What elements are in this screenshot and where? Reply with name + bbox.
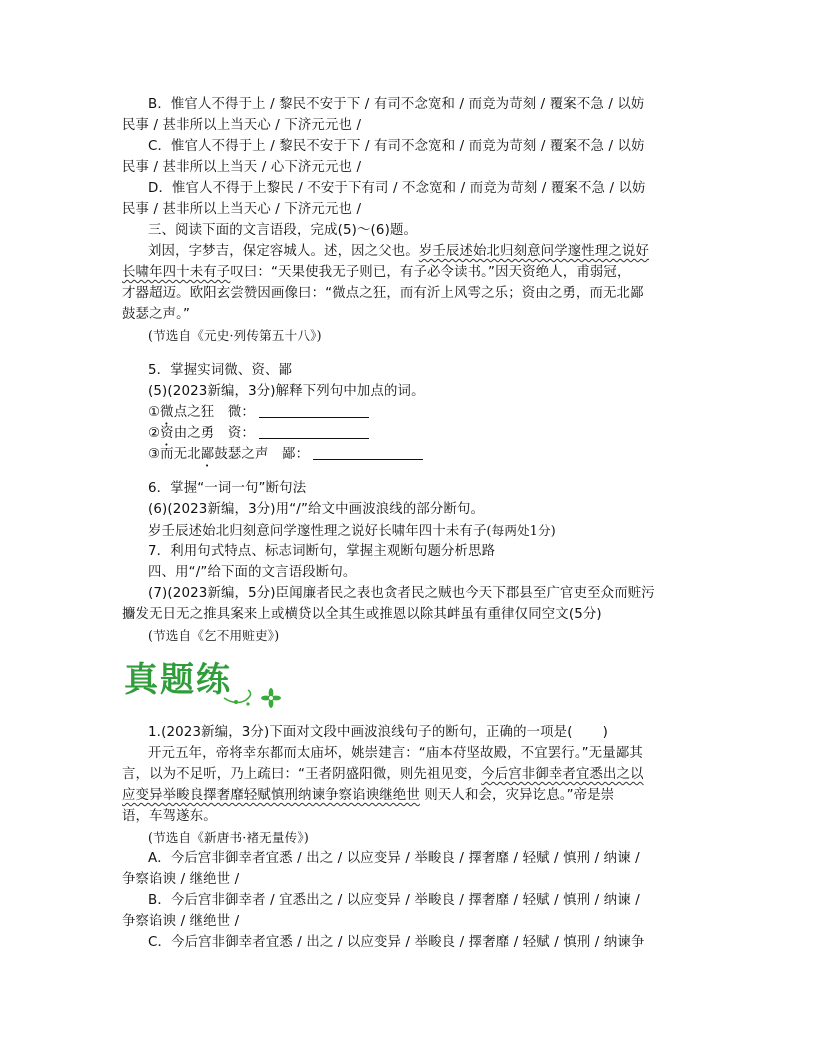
q6-sentence <box>148 520 728 542</box>
dotted-word: 资 <box>160 426 174 441</box>
q1-option-a-1[interactable]: A．今后宫非御幸者宜悉 / 出之 / 以应变异 / 举畯良 / 擇奢靡 / 轻赋 / 慎刑 / 纳谏 / <box>148 851 640 866</box>
passage-line-1 <box>148 241 728 262</box>
q1-passage-2 <box>122 764 702 785</box>
item-text: 点之狂 微： <box>173 405 255 420</box>
q7-source: (节选自《乞不用赃吏》) <box>148 628 280 643</box>
option-d-line-1: D．惟官人不得于上黎民 / 不安于下有司 / 不念宽和 / 而竞为苛刻 / 覆案不急 / 以妨 <box>148 181 646 196</box>
passage-text: 言，以为不足听，乃上疏曰：“王者阴盛阳微，则先祖见变， <box>122 767 482 782</box>
answer-blank[interactable] <box>259 403 369 418</box>
q1-option-c-1[interactable]: C．今后宫非御幸者宜悉 / 出之 / 以应变异 / 举畯良 / 擇奢靡 / 轻赋 / 慎刑 / 纳谏争 <box>148 935 645 950</box>
sprout-swirl-icon <box>124 658 324 710</box>
option-d-line-2: 民事 / 甚非所以上当天心 / 下济元元也 / <box>122 202 362 217</box>
q5-prompt: (5)(2023新编，3分)解释下列句中加点的词。 <box>148 384 425 399</box>
option-b-line-2: 民事 / 甚非所以上当天心 / 下济元元也 / <box>122 118 362 133</box>
prompt-text: ) <box>602 725 608 740</box>
answer-blank[interactable] <box>259 424 369 439</box>
item-text: ① <box>148 405 161 420</box>
item-text: 由之勇 资： <box>173 426 255 441</box>
q7-title: 7．利用句式特点、标志词断句，掌握主观断句题分析思路 <box>148 544 496 559</box>
practice-banner <box>124 658 324 710</box>
q6-title: 6．掌握“一词一句”断句法 <box>148 481 307 496</box>
sentence-text: 岁壬辰述始北归刻意问学邃性理之说好长啸年四十未有子 <box>148 524 487 539</box>
passage-text: 则天人和会，灾异讫息。”帝是崇 <box>424 788 615 803</box>
q5-item-3 <box>148 444 728 470</box>
q1-passage-4: 语，车驾遂东。 <box>122 809 217 824</box>
score-note: (每两处1分) <box>486 523 556 538</box>
passage-line-2 <box>122 262 702 283</box>
passage-text: 刘因，字梦吉，保定容城人。述，因之父也。 <box>148 244 419 259</box>
q7-line-1: (7)(2023新编，5分)臣闻廉者民之表也贪者民之贼也今天下郡县至广官吏至众而赃污 <box>148 586 655 601</box>
wavy-underlined-text: 应变异举畯良擇奢靡轻赋慎刑纳谏争察谄谀继绝世 <box>122 788 420 803</box>
item-text: ② <box>148 426 161 441</box>
item-text: 鼓瑟之声 鄙： <box>214 447 310 462</box>
q1-source: (节选自《新唐书·褚无量传》) <box>148 830 309 845</box>
option-b-line-1: B．惟官人不得于上 / 黎民不安于下 / 有司不念宽和 / 而竞为苛刻 / 覆案不急 / 以妨 <box>148 97 645 112</box>
prompt-text: 1.(2023新编，3分)下面对文段中画波浪线句子的断句，正确的一项是( <box>148 725 573 740</box>
wavy-underlined-text: 长啸年四十未有子 <box>122 265 231 280</box>
q6-prompt: (6)(2023新编，3分)用“/”给文中画波浪线的部分断句。 <box>148 502 485 517</box>
q1-option-a-2: 争察谄谀 / 继绝世 / <box>122 872 240 887</box>
option-c-line-1: C．惟官人不得于上 / 黎民不安于下 / 有司不念宽和 / 而竞为苛刻 / 覆案不急 / 以妨 <box>148 139 645 154</box>
banner-title: 真题练 <box>124 660 232 700</box>
answer-blank[interactable] <box>313 445 423 460</box>
wavy-underlined-text: 今后宫非御幸者宜悉出之以 <box>481 767 644 782</box>
passage-source: (节选自《元史·列传第五十八》) <box>148 328 322 343</box>
passage-line-3: 才器超迈。欧阳玄尝赞因画像曰：“微点之狂，而有沂上风雩之乐；资由之勇，而无北鄙 <box>122 286 644 301</box>
dotted-word: 微 <box>160 405 174 420</box>
wavy-underlined-text: 岁壬辰述始北归刻意问学邃性理之说好 <box>418 244 650 259</box>
q1-option-b-1[interactable]: B．今后宫非御幸者 / 宜悉出之 / 以应变异 / 举畯良 / 擇奢靡 / 轻赋 / 慎刑 / 纳谏 / <box>148 893 640 908</box>
section-heading-4: 四、用“/”给下面的文言语段断句。 <box>148 565 357 580</box>
q5-title: 5．掌握实词微、资、鄙 <box>148 363 293 378</box>
section-heading-3: 三、阅读下面的文言语段，完成(5)～(6)题。 <box>148 223 418 238</box>
item-text: ③而无北 <box>148 447 201 462</box>
dotted-word: 鄙 <box>200 447 215 462</box>
q7-line-2: 攟发无日无之推具案来上或横贷以全其生或推恩以除其衅虽有重律仅同空文(5分) <box>122 607 602 622</box>
option-c-line-2: 民事 / 甚非所以上当天 / 心下济元元也 / <box>122 160 362 175</box>
q1-passage-1: 开元五年，帝将幸东都而太庙坏，姚崇建言：“庙本苻坚故殿，不宜罢行。”无量鄙其 <box>148 746 643 761</box>
q1-prompt <box>148 722 728 743</box>
passage-line-4: 鼓瑟之声。” <box>122 307 191 322</box>
q1-passage-3 <box>122 785 702 806</box>
q1-option-b-2: 争察谄谀 / 继绝世 / <box>122 914 240 929</box>
passage-text: 叹曰：“天果使我无子则已，有子必令读书。”因天资绝人，甫弱冠， <box>230 265 631 280</box>
